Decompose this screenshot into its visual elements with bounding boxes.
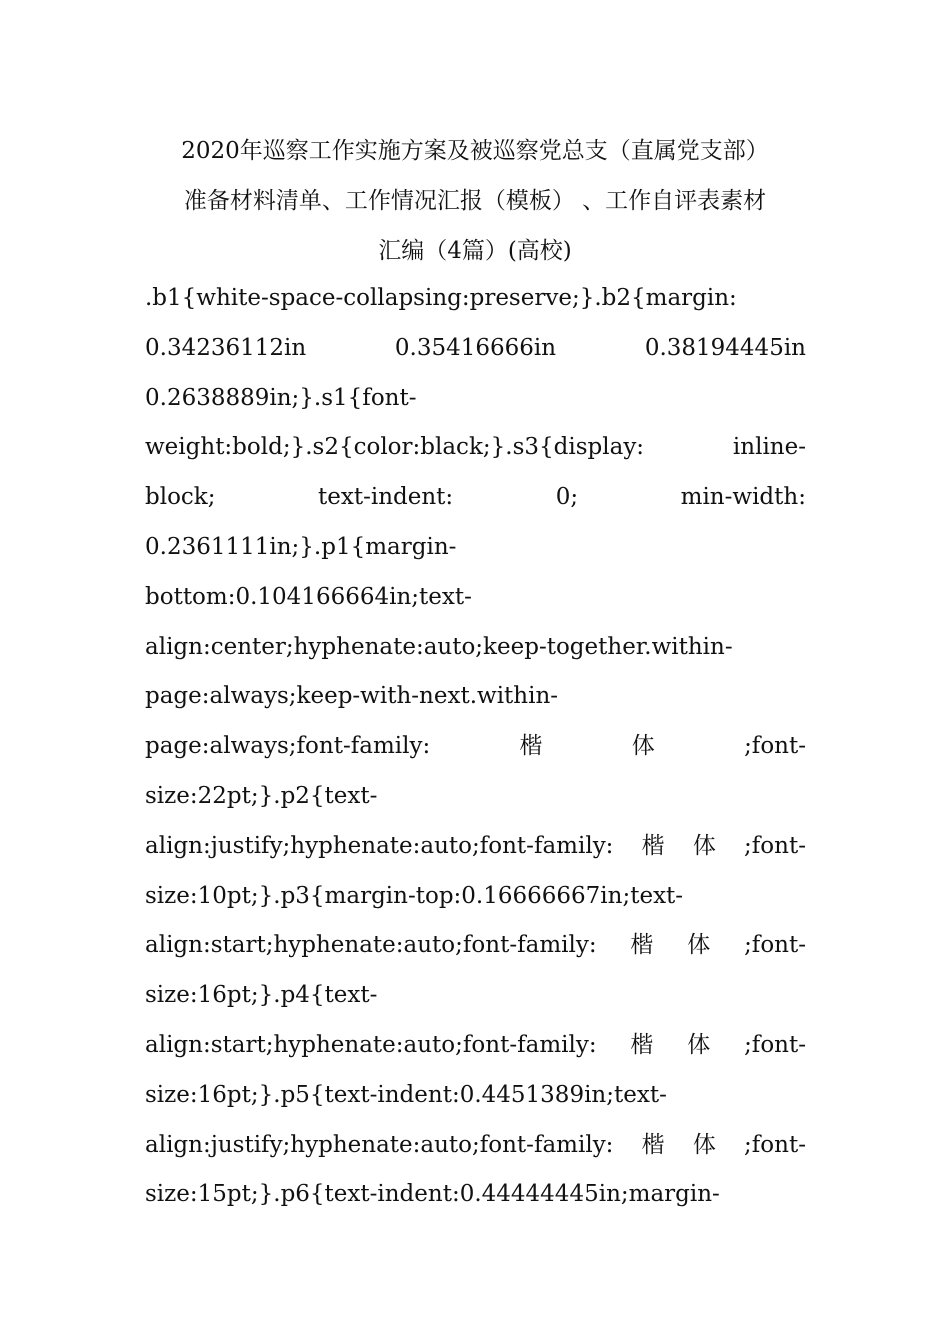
- body-word: 楷: [519, 733, 543, 760]
- body-word: align:start;hyphenate:auto;font-family:: [145, 1031, 597, 1058]
- body-line: [145, 1121, 806, 1171]
- title-line-3: 汇编（4篇）(高校): [378, 238, 572, 264]
- body-word: 楷: [641, 832, 665, 859]
- body-line: [145, 722, 806, 772]
- body-word: 体: [687, 1031, 711, 1058]
- body-word: text-indent:: [318, 484, 454, 511]
- body-word: weight:bold;}.s2{color:black;}.s3{display:: [145, 434, 645, 461]
- body-line: size:10pt;}.p3{margin-top:0.16666667in;text-: [145, 882, 684, 909]
- body-word: block;: [145, 484, 216, 511]
- body-word: 楷: [630, 932, 654, 959]
- document-body: [145, 274, 806, 1220]
- body-word: 0;: [555, 484, 579, 511]
- body-word: ;font-: [744, 1131, 806, 1158]
- title-line-1: 2020年巡察工作实施方案及被巡察党总支（直属党支部）: [181, 138, 769, 164]
- body-line: 0.2361111in;}.p1{margin-: [145, 533, 457, 560]
- body-line: align:center;hyphenate:auto;keep-together.within-: [145, 633, 733, 660]
- body-word: 体: [692, 1131, 716, 1158]
- body-line: [145, 324, 806, 374]
- body-word: 0.35416666in: [394, 334, 557, 361]
- body-word: ;font-: [744, 733, 806, 760]
- body-line: 0.2638889in;}.s1{font-: [145, 384, 417, 411]
- body-word: 体: [692, 832, 716, 859]
- body-word: 楷: [641, 1131, 665, 1158]
- body-line: [145, 822, 806, 872]
- body-line: size:16pt;}.p4{text-: [145, 982, 378, 1009]
- body-word: 体: [687, 932, 711, 959]
- body-word: 0.38194445in: [644, 334, 806, 361]
- body-word: ;font-: [744, 832, 806, 859]
- body-word: align:justify;hyphenate:auto;font-family:: [145, 832, 614, 859]
- body-word: 体: [631, 733, 655, 760]
- body-word: 0.34236112in: [145, 334, 307, 361]
- body-line: bottom:0.104166664in;text-: [145, 583, 472, 610]
- body-line: .b1{white-space-collapsing:preserve;}.b2{margin:: [145, 285, 737, 311]
- body-line: size:16pt;}.p5{text-indent:0.4451389in;text-: [145, 1081, 667, 1108]
- body-word: min-width:: [680, 484, 806, 511]
- body-word: align:start;hyphenate:auto;font-family:: [145, 932, 597, 959]
- body-line: [145, 921, 806, 971]
- body-word: ;font-: [744, 932, 806, 959]
- body-line: size:22pt;}.p2{text-: [145, 782, 378, 809]
- body-word: page:always;font-family:: [145, 733, 431, 760]
- body-line: [145, 1021, 806, 1071]
- body-line: [145, 473, 806, 523]
- document-title: [140, 126, 810, 276]
- body-line: size:15pt;}.p6{text-indent:0.44444445in;margin-: [145, 1181, 720, 1208]
- body-word: ;font-: [744, 1031, 806, 1058]
- body-word: inline-: [732, 434, 806, 461]
- title-line-2: 准备材料清单、工作情况汇报（模板） 、工作自评表素材: [183, 188, 767, 214]
- body-line: page:always;keep-with-next.within-: [145, 683, 559, 710]
- body-word: 楷: [630, 1031, 654, 1058]
- body-word: align:justify;hyphenate:auto;font-family:: [145, 1131, 614, 1158]
- body-line: [145, 423, 806, 473]
